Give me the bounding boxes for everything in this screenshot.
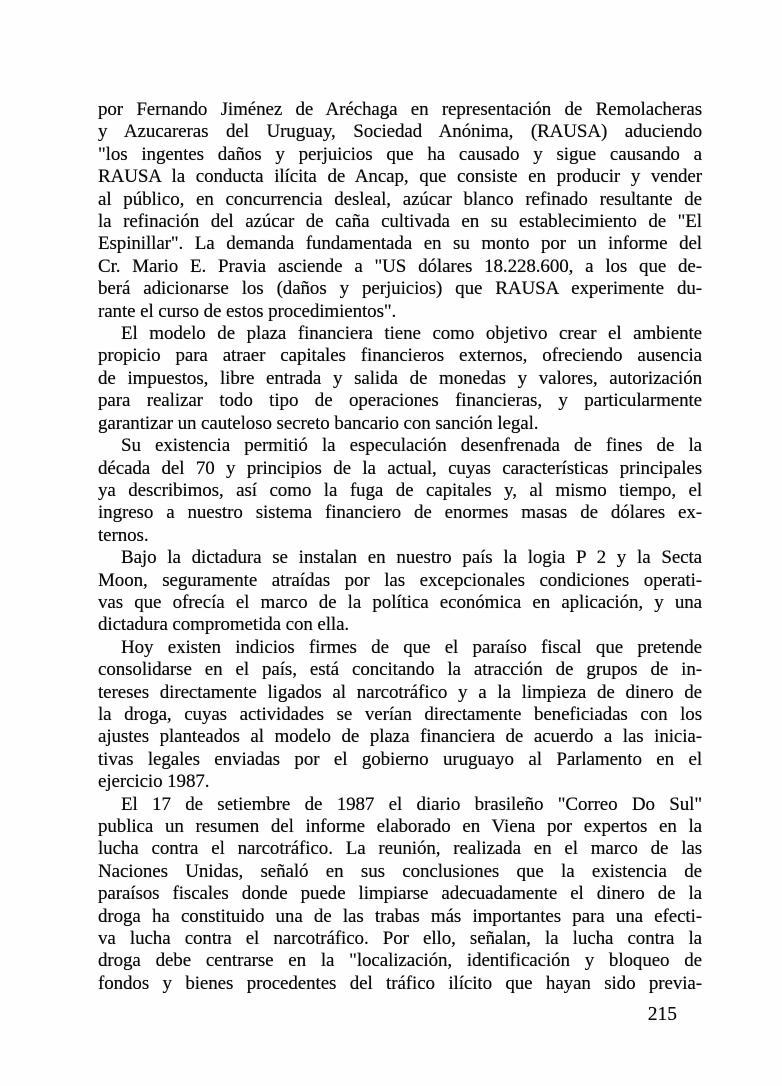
- text-line: garantizar un cauteloso secreto bancario con sanción legal.: [98, 412, 539, 434]
- text-line: consolidarse en el país, está concitando la atracción de grupos de in-: [98, 659, 702, 681]
- text-line: la refinación del azúcar de caña cultivada en su establecimiento de "El: [98, 211, 702, 233]
- text-line: al público, en concurrencia desleal, azúcar blanco refinado resultante de: [98, 188, 702, 210]
- text-line: para realizar todo tipo de operaciones financieras, y particularmente: [98, 390, 702, 412]
- paragraph: [98, 794, 702, 996]
- text-line: El 17 de setiembre de 1987 el diario brasileño "Correo Do Sul": [121, 793, 702, 815]
- page-number: 215: [647, 1004, 677, 1025]
- text-line: tereses directamente ligados al narcotráfico y a la limpieza de dinero de: [98, 681, 702, 703]
- paragraph: [98, 637, 702, 794]
- text-line: ya describimos, así como la fuga de capitales y, al mismo tiempo, el: [98, 479, 702, 501]
- text-line: droga ha constituido una de las trabas más importantes para una efecti-: [98, 905, 702, 927]
- text-line: Moon, seguramente atraídas por las excepcionales condiciones operati-: [98, 569, 702, 591]
- text-line: Bajo la dictadura se instalan en nuestro país la logia P 2 y la Secta: [121, 547, 702, 569]
- text-line: vas que ofrecía el marco de la política económica en aplicación, y una: [98, 591, 702, 613]
- text-line: paraísos fiscales donde puede limpiarse adecuadamente el dinero de la: [98, 883, 702, 905]
- text-line: ajustes planteados al modelo de plaza financiera de acuerdo a las inicia-: [98, 726, 702, 748]
- text-line: El modelo de plaza financiera tiene como objetivo crear el ambiente: [121, 323, 702, 345]
- text-line: publica un resumen del informe elaborado en Viena por expertos en la: [98, 816, 702, 837]
- text-line: lucha contra el narcotráfico. La reunión, realizada en el marco de las: [98, 838, 702, 860]
- text-line: por Fernando Jiménez de Aréchaga en representación de Remolacheras: [98, 99, 702, 120]
- text-line: droga debe centrarse en la "localización, identificación y bloqueo de: [98, 950, 702, 972]
- paragraph: [98, 323, 702, 435]
- text-line: de impuestos, libre entrada y salida de monedas y valores, autorización: [98, 367, 702, 389]
- text-line: Hoy existen indicios firmes de que el paraíso fiscal que pretende: [121, 636, 702, 658]
- paragraph: [98, 435, 702, 547]
- text-line: rante el curso de estos procedimientos".: [98, 300, 397, 322]
- text-line: Su existencia permitió la especulación desenfrenada de fines de la: [121, 435, 702, 457]
- text-line: la droga, cuyas actividades se verían directamente beneficiadas con los: [98, 703, 702, 725]
- paragraph: [98, 547, 702, 637]
- text-line: ingreso a nuestro sistema financiero de enormes masas de dólares ex-: [98, 502, 702, 524]
- text-line: y Azucareras del Uruguay, Sociedad Anónima, (RAUSA) aduciendo: [98, 121, 702, 143]
- text-line: ejercicio 1987.: [98, 771, 210, 793]
- text-line: ternos.: [98, 524, 149, 546]
- text-line: década del 70 y principios de la actual, cuyas características principales: [98, 457, 702, 479]
- text-line: Espinillar". La demanda fundamentada en su monto por un informe del: [98, 233, 702, 255]
- text-line: dictadura comprometida con ella.: [98, 614, 350, 636]
- text-block: [98, 99, 702, 995]
- text-line: "los ingentes daños y perjuicios que ha causado y sigue causando a: [98, 143, 702, 165]
- text-line: fondos y bienes procedentes del tráfico ilícito que hayan sido previa-: [98, 972, 702, 994]
- text-line: Cr. Mario E. Pravia asciende a "US dólares 18.228.600, a los que de-: [98, 255, 702, 277]
- text-line: propicio para atraer capitales financieros externos, ofreciendo ausencia: [98, 345, 702, 367]
- paragraph: [98, 99, 702, 323]
- text-line: tivas legales enviadas por el gobierno uruguayo al Parlamento en el: [98, 748, 702, 770]
- text-line: RAUSA la conducta ilícita de Ancap, que consiste en producir y vender: [98, 166, 702, 188]
- text-line: va lucha contra el narcotráfico. Por ello, señalan, la lucha contra la: [98, 928, 702, 950]
- text-line: berá adicionarse los (daños y perjuicios) que RAUSA experimente du-: [98, 278, 702, 300]
- text-line: Naciones Unidas, señaló en sus conclusiones que la existencia de: [98, 860, 702, 882]
